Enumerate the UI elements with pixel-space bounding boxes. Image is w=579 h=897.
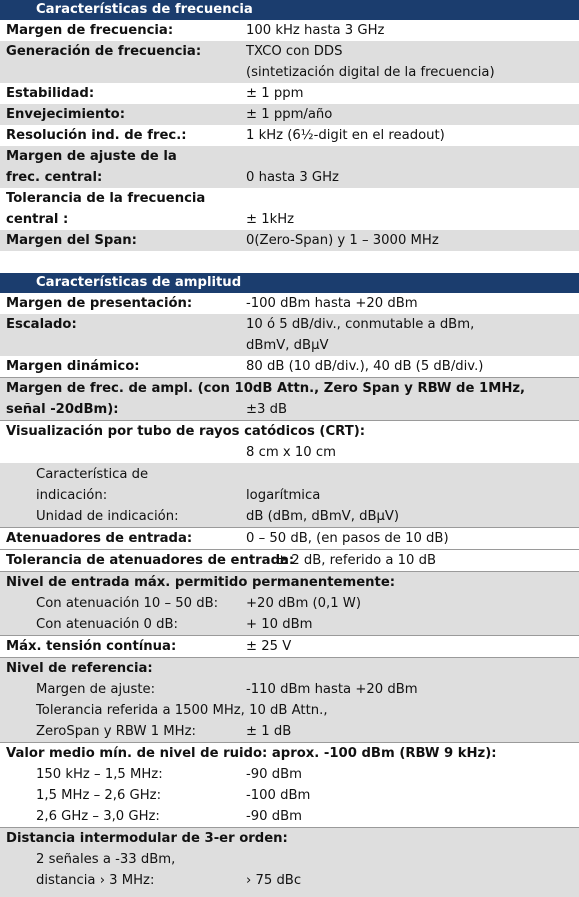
spec-value: ±3 dB bbox=[246, 402, 288, 417]
spec-label: Tolerancia de atenuadores de entrada: bbox=[6, 553, 295, 568]
spec-label: Margen de frecuencia: bbox=[6, 23, 174, 38]
spec-row-generacion bbox=[0, 41, 579, 83]
spec-value: ± 1 dB bbox=[246, 724, 292, 739]
spec-label: Margen de frec. de ampl. (con 10dB Attn., Zero Span y RBW de 1MHz, bbox=[6, 381, 526, 396]
spec-value: 1 kHz (6½-digit en el readout) bbox=[246, 128, 445, 143]
spec-row-caracteristica bbox=[0, 463, 579, 506]
spec-row-unidad bbox=[0, 506, 579, 527]
spec-value: › 75 dBc bbox=[246, 873, 302, 888]
spec-sublabel: 2 señales a -33 dBm, bbox=[36, 852, 176, 867]
spec-value: 0(Zero-Span) y 1 – 3000 MHz bbox=[246, 233, 439, 248]
spec-row-frec-ampl bbox=[0, 377, 579, 420]
spec-row-tension bbox=[0, 635, 579, 657]
spec-label: Margen dinámico: bbox=[6, 359, 140, 374]
spec-value: logarítmica bbox=[246, 488, 321, 503]
spec-row-span bbox=[0, 230, 579, 251]
spec-label-line2: indicación: bbox=[36, 488, 108, 503]
spec-sublabel: ZeroSpan y RBW 1 MHz: bbox=[36, 724, 196, 739]
spec-value: +20 dBm (0,1 W) bbox=[246, 596, 361, 611]
spec-label: Valor medio mín. de nivel de ruido: aprox. -100 dBm (RBW 9 kHz): bbox=[6, 746, 497, 761]
spec-sublabel: Tolerancia referida a 1500 MHz, 10 dB Attn., bbox=[36, 703, 328, 718]
spec-label: Característica de bbox=[36, 467, 149, 482]
spec-label: Máx. tensión contínua: bbox=[6, 639, 177, 654]
spec-value: 10 ó 5 dB/div., conmutable a dBm, bbox=[246, 317, 475, 332]
spec-value: -100 dBm bbox=[246, 788, 311, 803]
spec-value: ± 25 V bbox=[246, 639, 292, 654]
spec-row-margen-frecuencia bbox=[0, 20, 579, 41]
section-gap bbox=[0, 251, 579, 273]
spec-value: 100 kHz hasta 3 GHz bbox=[246, 23, 385, 38]
spec-row-tolerancia-atenuadores bbox=[0, 549, 579, 571]
spec-label: Nivel de referencia: bbox=[6, 661, 153, 676]
spec-sublabel: 2,6 GHz – 3,0 GHz: bbox=[36, 809, 160, 824]
spec-label-line2: frec. central: bbox=[6, 170, 103, 185]
spec-row-dinamico bbox=[0, 356, 579, 377]
amplitude-section-header: Características de amplitud bbox=[0, 273, 579, 293]
spec-value: dB (dBm, dBmV, dBµV) bbox=[246, 509, 400, 524]
spec-value: 0 – 50 dB, (en pasos de 10 dB) bbox=[246, 531, 449, 546]
spec-value: -110 dBm hasta +20 dBm bbox=[246, 682, 418, 697]
spec-row-tolerancia-central bbox=[0, 188, 579, 230]
spec-sublabel: Margen de ajuste: bbox=[36, 682, 156, 697]
spec-value-line2: (sintetización digital de la frecuencia) bbox=[246, 65, 495, 80]
spec-row-ruido bbox=[0, 742, 579, 827]
spec-label: Generación de frecuencia: bbox=[6, 44, 202, 59]
spec-label: Margen de presentación: bbox=[6, 296, 193, 311]
spec-value: -100 dBm hasta +20 dBm bbox=[246, 296, 418, 311]
spec-row-presentacion bbox=[0, 293, 579, 314]
spec-value: ± 1 ppm bbox=[246, 86, 304, 101]
spec-value: ± 2 dB, referido a 10 dB bbox=[276, 553, 437, 568]
spec-row-nivel-max bbox=[0, 571, 579, 635]
spec-label: Atenuadores de entrada: bbox=[6, 531, 193, 546]
spec-row-ajuste-central bbox=[0, 146, 579, 188]
spec-label: Margen del Span: bbox=[6, 233, 137, 248]
spec-sublabel: 1,5 MHz – 2,6 GHz: bbox=[36, 788, 162, 803]
spec-label-line2: señal -20dBm): bbox=[6, 402, 119, 417]
spec-label: Estabilidad: bbox=[6, 86, 95, 101]
spec-label: Nivel de entrada máx. permitido permanentemente: bbox=[6, 575, 396, 590]
spec-label: Visualización por tubo de rayos catódicos (CRT): bbox=[6, 424, 365, 439]
spec-label: Escalado: bbox=[6, 317, 77, 332]
spec-sublabel: Con atenuación 10 – 50 dB: bbox=[36, 596, 219, 611]
spec-value: ± 1 ppm/año bbox=[246, 107, 333, 122]
spec-value: 80 dB (10 dB/div.), 40 dB (5 dB/div.) bbox=[246, 359, 484, 374]
spec-label: Envejecimiento: bbox=[6, 107, 125, 122]
spec-value: ± 1kHz bbox=[246, 212, 295, 227]
spec-value: 0 hasta 3 GHz bbox=[246, 170, 339, 185]
spec-row-escalado bbox=[0, 314, 579, 356]
spec-value: 8 cm x 10 cm bbox=[246, 445, 336, 460]
spec-sublabel: distancia › 3 MHz: bbox=[36, 873, 155, 888]
spec-sublabel: Con atenuación 0 dB: bbox=[36, 617, 178, 632]
spec-label: Distancia intermodular de 3-er orden: bbox=[6, 831, 288, 846]
spec-sublabel: 150 kHz – 1,5 MHz: bbox=[36, 767, 163, 782]
spec-label-line2: central : bbox=[6, 212, 69, 227]
spec-value: + 10 dBm bbox=[246, 617, 313, 632]
spec-row-intermod bbox=[0, 827, 579, 897]
spec-row-resolucion bbox=[0, 125, 579, 146]
spec-value-line2: dBmV, dBµV bbox=[246, 338, 329, 353]
spec-row-atenuadores bbox=[0, 527, 579, 549]
spec-row-estabilidad bbox=[0, 83, 579, 104]
spec-row-envejecimiento bbox=[0, 104, 579, 125]
spec-value: TXCO con DDS bbox=[246, 44, 343, 59]
spec-row-crt bbox=[0, 420, 579, 463]
spec-label: Unidad de indicación: bbox=[36, 509, 179, 524]
spec-row-referencia bbox=[0, 657, 579, 742]
spec-value: -90 dBm bbox=[246, 767, 302, 782]
spec-value: -90 dBm bbox=[246, 809, 302, 824]
spec-label: Margen de ajuste de la bbox=[6, 149, 177, 164]
spec-label: Tolerancia de la frecuencia bbox=[6, 191, 206, 206]
spec-label: Resolución ind. de frec.: bbox=[6, 128, 187, 143]
frequency-section-header: Características de frecuencia bbox=[0, 0, 579, 20]
